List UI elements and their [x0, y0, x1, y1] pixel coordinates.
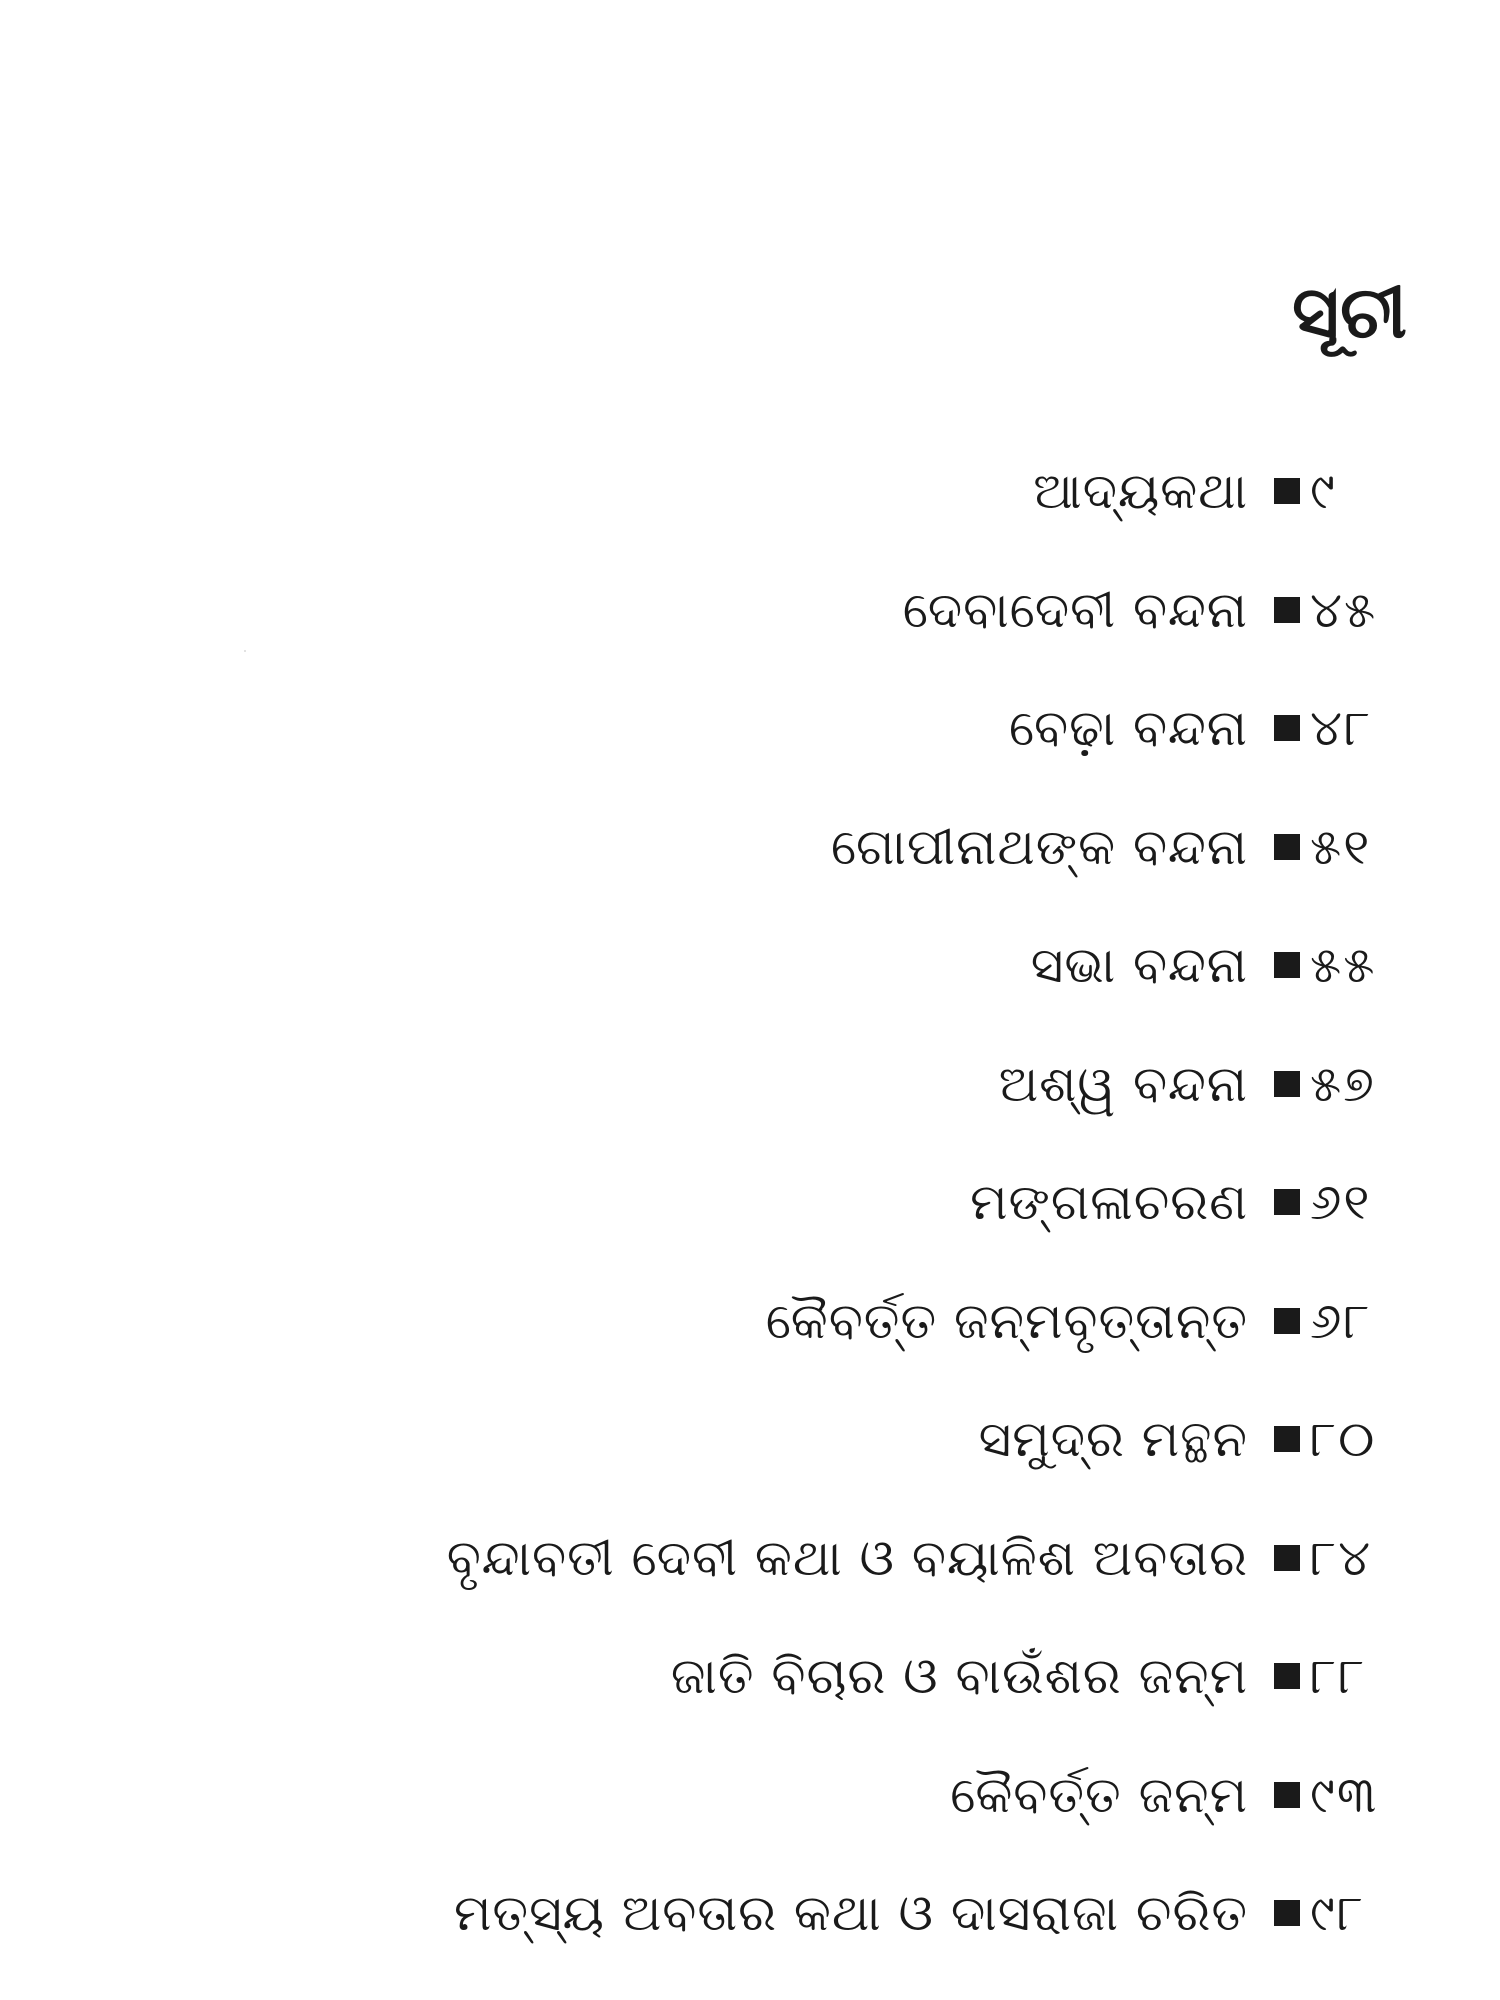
toc-entry-title: ବେଢ଼ା ବନ୍ଦନା — [1008, 699, 1248, 758]
square-bullet-icon — [1274, 715, 1300, 741]
toc-entry — [208, 1736, 1408, 1855]
toc-entry — [208, 669, 1408, 788]
toc-entry-title: ଗୋପୀନାଥଙ୍କ ବନ୍ଦନା — [831, 817, 1248, 876]
toc-entry-page: ୪୮ — [1310, 699, 1373, 758]
toc-entry-title: ସଭା ବନ୍ଦନା — [1030, 936, 1248, 995]
toc-entry-page: ୯୮ — [1310, 1884, 1365, 1943]
square-bullet-icon — [1274, 1308, 1300, 1334]
toc-entry-page: ୫୭ — [1310, 1054, 1376, 1113]
toc-entry — [208, 551, 1408, 670]
toc-entry — [208, 1025, 1408, 1144]
toc-entry — [208, 1617, 1408, 1736]
toc-entry — [208, 1499, 1408, 1618]
toc-entry-page: ୫୫ — [1310, 936, 1377, 995]
toc-entry — [208, 432, 1408, 551]
toc-entry-page: ୮୦ — [1310, 1410, 1377, 1469]
toc-entry — [208, 1143, 1408, 1262]
toc-entry-page: ୫୧ — [1310, 817, 1372, 876]
toc-entry-title: ସମୁଦ୍ର ମନ୍ଥନ — [978, 1410, 1248, 1469]
toc-entry — [208, 1262, 1408, 1381]
toc-entry-page: ୯୩ — [1310, 1765, 1379, 1824]
toc-entry-page: ୯ — [1310, 462, 1337, 521]
toc-entry-title: ଦେବାଦେବୀ ବନ୍ଦନା — [902, 580, 1248, 639]
toc-entry-title: ମତ୍ସ୍ୟ ଅବତାର କଥା ଓ ଦାସରାଜା ଚରିତ — [454, 1884, 1248, 1943]
square-bullet-icon — [1274, 597, 1300, 623]
square-bullet-icon — [1274, 1900, 1300, 1926]
toc-entry-title: ବୃନ୍ଦାବତୀ ଦେବୀ କଥା ଓ ବୟାଳିଶ ଅବତାର — [446, 1528, 1248, 1587]
toc-entry-title: ଅଶ୍ୱ ବନ୍ଦନା — [998, 1054, 1248, 1113]
toc-entry-page: ୪୫ — [1310, 580, 1378, 639]
square-bullet-icon — [1274, 834, 1300, 860]
toc-entry — [208, 788, 1408, 907]
square-bullet-icon — [1274, 1545, 1300, 1571]
table-of-contents — [208, 432, 1408, 1973]
square-bullet-icon — [1274, 1189, 1300, 1215]
toc-entry — [208, 1380, 1408, 1499]
toc-entry-page: ୬୧ — [1310, 1173, 1372, 1232]
square-bullet-icon — [1274, 1071, 1300, 1097]
toc-entry-page: ୮୮ — [1310, 1647, 1367, 1706]
square-bullet-icon — [1274, 1426, 1300, 1452]
toc-entry-title: ଆଦ୍ୟକଥା — [1033, 462, 1248, 521]
toc-entry-page: ୮୪ — [1310, 1528, 1373, 1587]
toc-entry-title: ଜାତି ବିଚାର ଓ ବାଉଁଶର ଜନ୍ମ — [670, 1647, 1248, 1706]
square-bullet-icon — [1274, 952, 1300, 978]
toc-entry-title: ମଙ୍ଗଳାଚରଣ — [970, 1173, 1248, 1232]
toc-entry — [208, 1854, 1408, 1973]
square-bullet-icon — [1274, 1782, 1300, 1808]
toc-entry-page: ୬୮ — [1310, 1291, 1372, 1350]
toc-entry — [208, 906, 1408, 1025]
toc-entry-title: କୈବର୍ତ୍ତ ଜନ୍ମ — [950, 1765, 1248, 1824]
square-bullet-icon — [1274, 1663, 1300, 1689]
square-bullet-icon — [1274, 478, 1300, 504]
toc-entry-title: କୈବର୍ତ୍ତ ଜନ୍ମବୃତ୍ତାନ୍ତ — [765, 1291, 1248, 1350]
page-title: ସୂଚୀ — [1292, 270, 1408, 355]
